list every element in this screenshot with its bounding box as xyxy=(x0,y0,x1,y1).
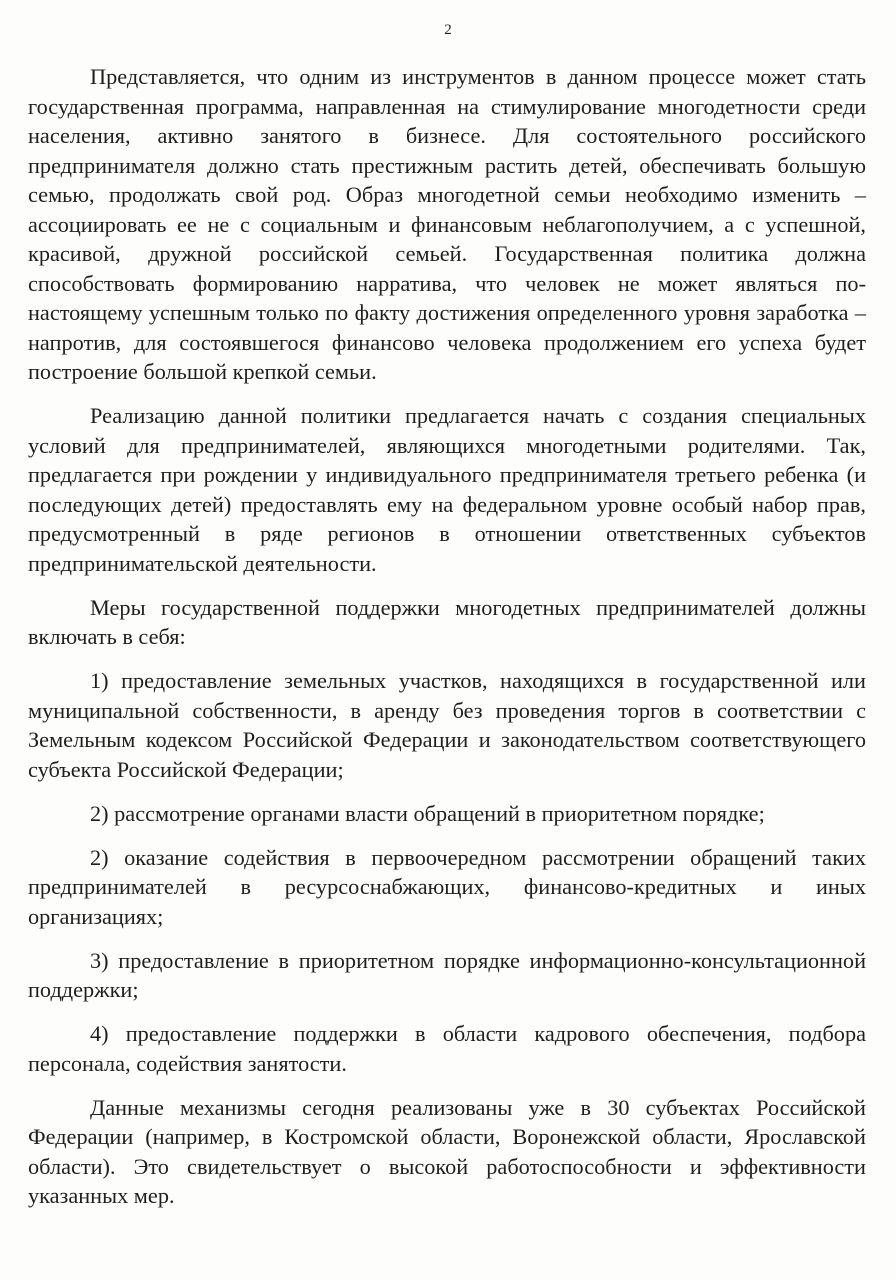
list-item-land-plots: 1) предоставление земельных участков, находящихся в государственной или муниципальной собственности, в аренду без проведения торгов в соответствии с Земельным кодексом Российской Федерации и законодательством соответствующего субъекта Российской Федерации; xyxy=(28,668,866,782)
paragraph-measures-lead: Меры государственной поддержки многодетных предпринимателей должны включать в себя: xyxy=(28,594,866,649)
list-item-priority-appeals: 2) рассмотрение органами власти обращений в приоритетном порядке; xyxy=(90,800,765,826)
document-body xyxy=(28,62,866,1211)
list-item-personnel-support: 4) предоставление поддержки в области кадрового обеспечения, подбора персонала, содействия занятости. xyxy=(28,1021,866,1076)
paragraph-conclusion: Данные механизмы сегодня реализованы уже в 30 субъектах Российской Федерации (например, в Костромской области, Воронежской области, Ярославской области). Это свидетельствует о высокой работоспособности и эффективности указанных мер. xyxy=(28,1094,866,1208)
list-item-consulting-support: 3) предоставление в приоритетном порядке информационно-консультационной поддержки; xyxy=(28,947,866,1002)
paragraph-policy: Реализацию данной политики предлагается начать с создания специальных условий для предпринимателей, являющихся многодетными родителями. Так, предлагается при рождении у индивидуального предпринимателя третьего ребенка (и последующих детей) предоставлять ему на федеральном уровне особый набор прав, предусмотренный в ряде регионов в отношении ответственных субъектов предпринимательской деятельности. xyxy=(28,403,866,576)
page-number: 2 xyxy=(444,22,452,38)
paragraph-intro: Представляется, что одним из инструментов в данном процессе может стать государственная программа, направленная на стимулирование многодетности среди населения, активно занятого в бизнесе. Для состоятельного российского предпринимателя должно стать престижным растить детей, обеспечивать большую семью, продолжать свой род. Образ многодетной семьи необходимо изменить – ассоциировать ее не с социальным и финансовым неблагополучием, а с успешной, красивой, дружной российской семьей. Государственная политика должна способствовать формированию нарратива, что человек не может являться по-настоящему успешным только по факту достижения определенного уровня заработка – напротив, для состоявшегося финансово человека продолжением его успеха будет построение большой крепкой семьи. xyxy=(28,64,866,384)
list-item-assistance-organizations: 2) оказание содействия в первоочередном рассмотрении обращений таких предпринимателей в ресурсоснабжающих, финансово-кредитных и иных организациях; xyxy=(28,844,866,929)
